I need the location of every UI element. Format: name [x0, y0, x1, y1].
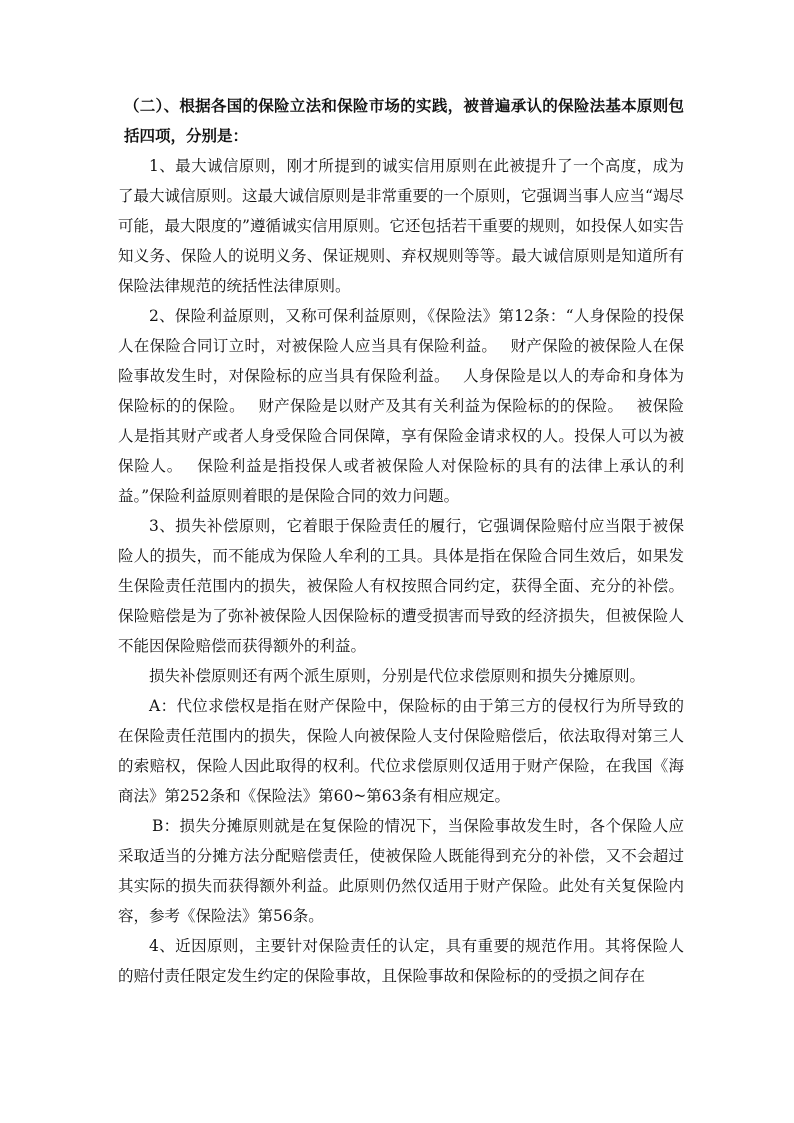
paragraph-indemnity: 3、损失补偿原则，它着眼于保险责任的履行，它强调保险赔付应当限于被保险人的损失，而不能成为保险人牟利的工具。具体是指在保险合同生效后，如果发生保险责任范围内的损失，被保险人有权按照合同约定，获得全面、充分的补偿。保险赔偿是为了弥补被保险人因保险标的遭受损害而导致的经济损失，但被保险人不能因保险赔偿而获得额外的利益。	[118, 517, 684, 655]
paragraph-contribution: B：损失分摊原则就是在复保险的情况下，当保险事故发生时，各个保险人应采取适当的分摊方法分配赔偿责任，使被保险人既能得到充分的补偿，又不会超过其实际的损失而获得额外利益。此原则仍然仅适用于财产保险。此处有关复保险内容，参考《保险法》第56条。	[118, 817, 684, 925]
paragraph-insurable-interest: 2、保险利益原则，又称可保利益原则，《保险法》第12条：“人身保险的投保人在保险合同订立时，对被保险人应当具有保险利益。 财产保险的被保险人在保险事故发生时，对保险标的应当具有保险利益。 人身保险是以人的寿命和身体为保险标的的保险。 财产保险是以财产及其有关利益为保险标的的保险。 被保险人是指其财产或者人身受保险合同保障，享有保险金请求权的人。投保人可以为被保险人。 保险利益是指投保人或者被保险人对保险标的具有的法律上承认的利益。”保险利益原则着眼的是保险合同的效力问题。	[118, 307, 684, 505]
paragraph-derived-principles: 损失补偿原则还有两个派生原则，分别是代位求偿原则和损失分摊原则。	[149, 667, 646, 685]
paragraph-utmost-good-faith: 1、最大诚信原则，刚才所提到的诚实信用原则在此被提升了一个高度，成为了最大诚信原则。这最大诚信原则是非常重要的一个原则，它强调当事人应当“竭尽可能，最大限度的”遵循诚实信用原则。它还包括若干重要的规则，如投保人如实告知义务、保险人的说明义务、保证规则、弃权规则等等。最大诚信原则是知道所有保险法律规范的统括性法律原则。	[118, 157, 684, 295]
paragraph-subrogation: A：代位求偿权是指在财产保险中，保险标的由于第三方的侵权行为所导致的在保险责任范围内的损失，保险人向被保险人支付保险赔偿后，依法取得对第三人的索赔权，保险人因此取得的权利。代位求偿原则仅适用于财产保险，在我国《海商法》第252条和《保险法》第60~第63条有相应规定。	[118, 697, 684, 805]
document-page	[118, 91, 684, 991]
paragraph-proximate-cause: 4、近因原则，主要针对保险责任的认定，具有重要的规范作用。其将保险人的赔付责任限定发生约定的保险事故，且保险事故和保险标的的受损之间存在	[118, 937, 684, 985]
section-heading: （二）、根据各国的保险立法和保险市场的实践，被普遍承认的保险法基本原则包括四项，分别是：	[124, 96, 684, 145]
